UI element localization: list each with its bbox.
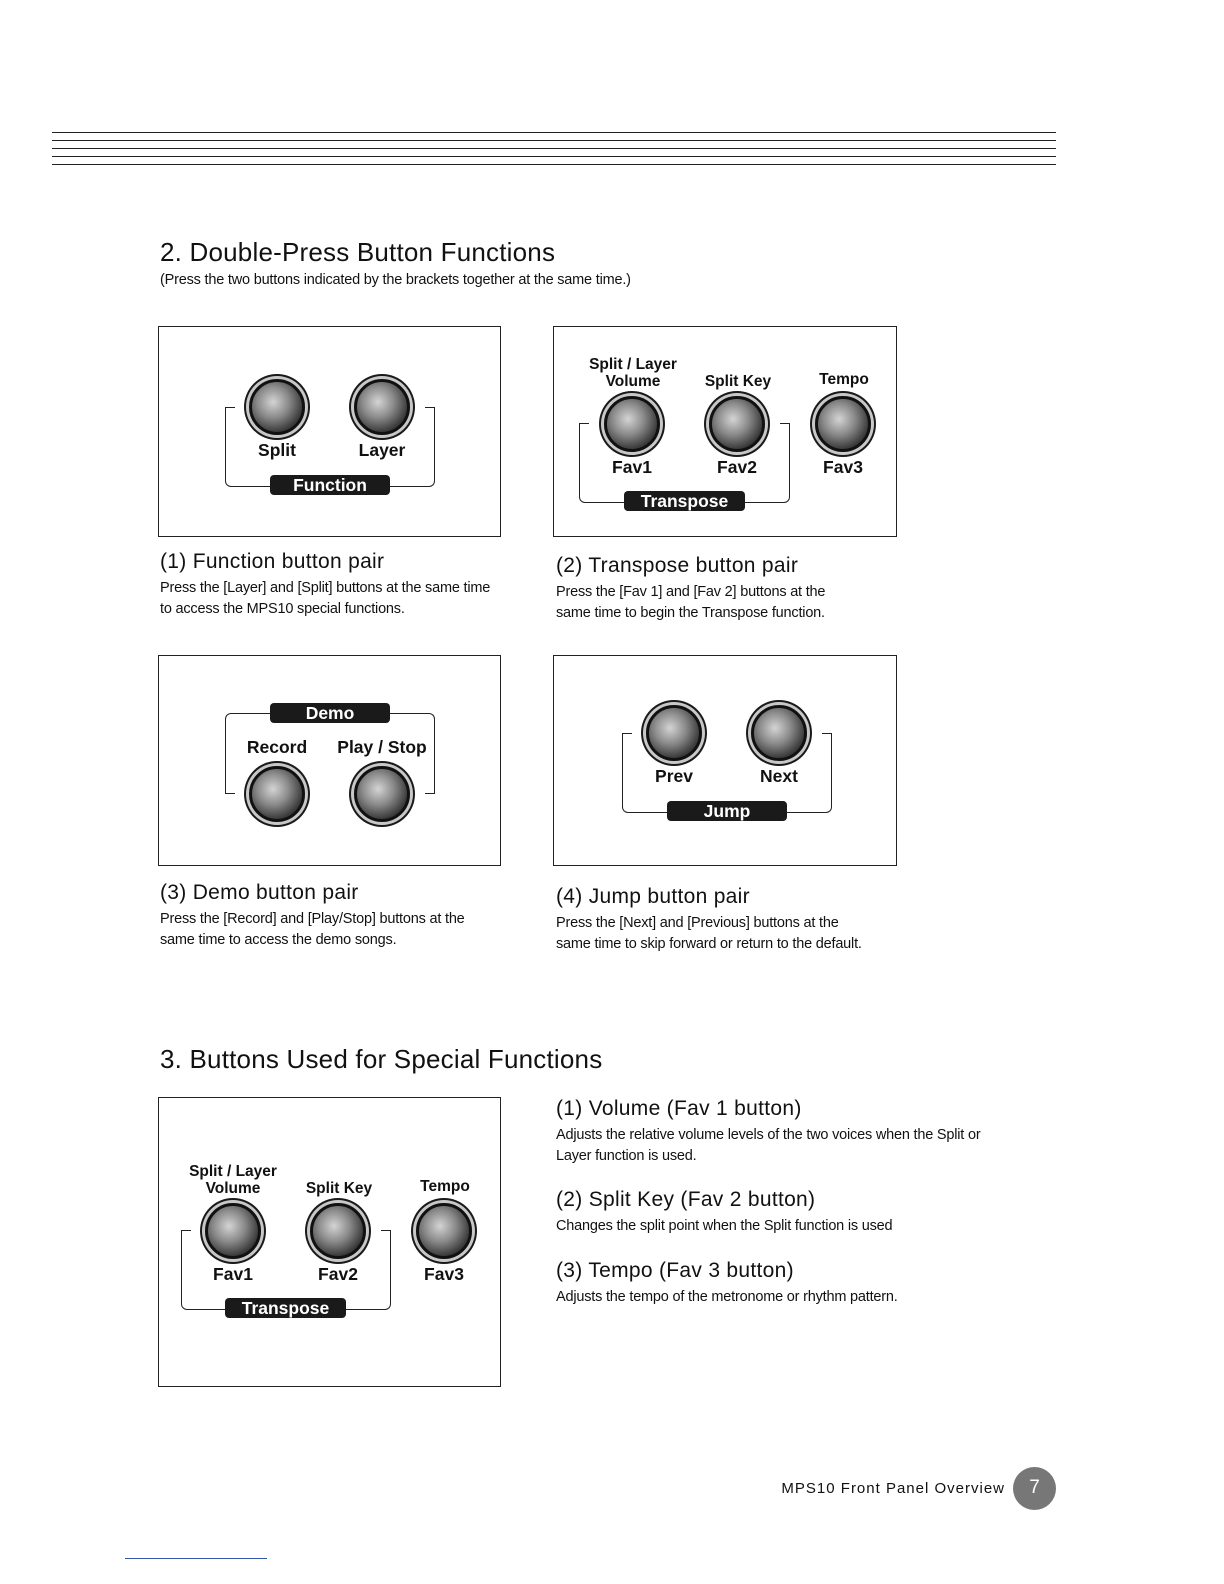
tempo-desc: Adjusts the tempo of the metronome or rhythm pattern. — [556, 1289, 898, 1305]
bracket-tick — [425, 793, 435, 794]
header-rule-5 — [52, 164, 1056, 165]
section-2-title: 2. Double-Press Button Functions — [160, 237, 556, 267]
next-button-label: Next — [760, 766, 798, 786]
split-key-label: Split Key — [704, 373, 772, 390]
jump-desc-line-2: same time to skip forward or return to the default. — [556, 936, 862, 952]
jump-group-label: Jump — [667, 801, 787, 821]
section-2-subtitle: (Press the two buttons indicated by the brackets together at the same time.) — [160, 272, 631, 288]
volume-desc-line-1: Adjusts the relative volume levels of the two voices when the Split or — [556, 1127, 981, 1143]
jump-caption: (4) Jump button pair — [556, 885, 750, 908]
jump-desc-line-1: Press the [Next] and [Previous] buttons at the — [556, 915, 839, 931]
layer-button[interactable] — [354, 379, 410, 435]
transpose-caption: (2) Transpose button pair — [556, 554, 799, 577]
function-caption: (1) Function button pair — [160, 550, 385, 573]
bottom-rule — [125, 1558, 267, 1559]
header-rule-3 — [52, 148, 1056, 149]
jump-panel — [553, 655, 897, 866]
demo-desc-line-2: same time to access the demo songs. — [160, 932, 397, 948]
demo-group-label: Demo — [270, 703, 390, 723]
next-button[interactable] — [751, 705, 807, 761]
bracket-tick — [381, 1230, 391, 1231]
fav3-button[interactable] — [416, 1203, 472, 1259]
split-key-label: Split Key — [305, 1180, 373, 1197]
bracket-tick — [425, 407, 435, 408]
fav1-label: Fav1 — [612, 457, 652, 477]
footer-title: MPS10 Front Panel Overview — [781, 1480, 1005, 1497]
fav2-label: Fav2 — [717, 457, 757, 477]
tempo-label: Tempo — [819, 371, 869, 388]
fav1-button[interactable] — [205, 1203, 261, 1259]
bracket-tick — [181, 1230, 191, 1231]
play-stop-button-label: Play / Stop — [337, 737, 427, 757]
record-button-label: Record — [246, 737, 308, 757]
prev-button[interactable] — [646, 705, 702, 761]
transpose-desc-line-2: same time to begin the Transpose function. — [556, 605, 825, 621]
volume-heading: (1) Volume (Fav 1 button) — [556, 1097, 802, 1120]
volume-label: Volume — [205, 1180, 261, 1197]
fav1-label: Fav1 — [213, 1264, 253, 1284]
fav2-button[interactable] — [310, 1203, 366, 1259]
split-button-label: Split — [258, 440, 296, 460]
split-layer-label: Split / Layer — [189, 1163, 277, 1180]
fav2-button[interactable] — [709, 396, 765, 452]
transpose-panel — [553, 326, 897, 537]
demo-desc-line-1: Press the [Record] and [Play/Stop] buttons at the — [160, 911, 465, 927]
function-group-label: Function — [270, 475, 390, 495]
split-key-desc: Changes the split point when the Split function is used — [556, 1218, 893, 1234]
function-panel — [158, 326, 501, 537]
volume-label: Volume — [605, 373, 661, 390]
transpose-group-label: Transpose — [225, 1298, 346, 1318]
split-key-heading: (2) Split Key (Fav 2 button) — [556, 1188, 816, 1211]
fav3-label: Fav3 — [424, 1264, 464, 1284]
fav3-button[interactable] — [815, 396, 871, 452]
bracket-tick — [579, 423, 589, 424]
fav2-label: Fav2 — [318, 1264, 358, 1284]
header-rule-4 — [52, 156, 1056, 157]
fav3-label: Fav3 — [823, 457, 863, 477]
split-button[interactable] — [249, 379, 305, 435]
volume-desc-line-2: Layer function is used. — [556, 1148, 697, 1164]
prev-button-label: Prev — [655, 766, 693, 786]
tempo-label: Tempo — [420, 1178, 470, 1195]
bracket-tick — [780, 423, 790, 424]
bracket-tick — [822, 733, 832, 734]
split-layer-label: Split / Layer — [589, 356, 677, 373]
section-3-title: 3. Buttons Used for Special Functions — [160, 1044, 603, 1074]
transpose-desc-line-1: Press the [Fav 1] and [Fav 2] buttons at the — [556, 584, 826, 600]
transpose-group-label: Transpose — [624, 491, 745, 511]
function-desc-line-1: Press the [Layer] and [Split] buttons at the same time — [160, 580, 491, 596]
page-number: 7 — [1013, 1467, 1056, 1510]
bracket-tick — [225, 793, 235, 794]
demo-panel — [158, 655, 501, 866]
special-functions-panel — [158, 1097, 501, 1387]
record-button[interactable] — [249, 766, 305, 822]
tempo-heading: (3) Tempo (Fav 3 button) — [556, 1259, 794, 1282]
header-rule-1 — [52, 132, 1056, 133]
play-stop-button[interactable] — [354, 766, 410, 822]
demo-caption: (3) Demo button pair — [160, 881, 359, 904]
layer-button-label: Layer — [358, 440, 406, 460]
header-rule-2 — [52, 140, 1056, 141]
bracket-tick — [622, 733, 632, 734]
fav1-button[interactable] — [604, 396, 660, 452]
function-desc-line-2: to access the MPS10 special functions. — [160, 601, 405, 617]
bracket-tick — [225, 407, 235, 408]
